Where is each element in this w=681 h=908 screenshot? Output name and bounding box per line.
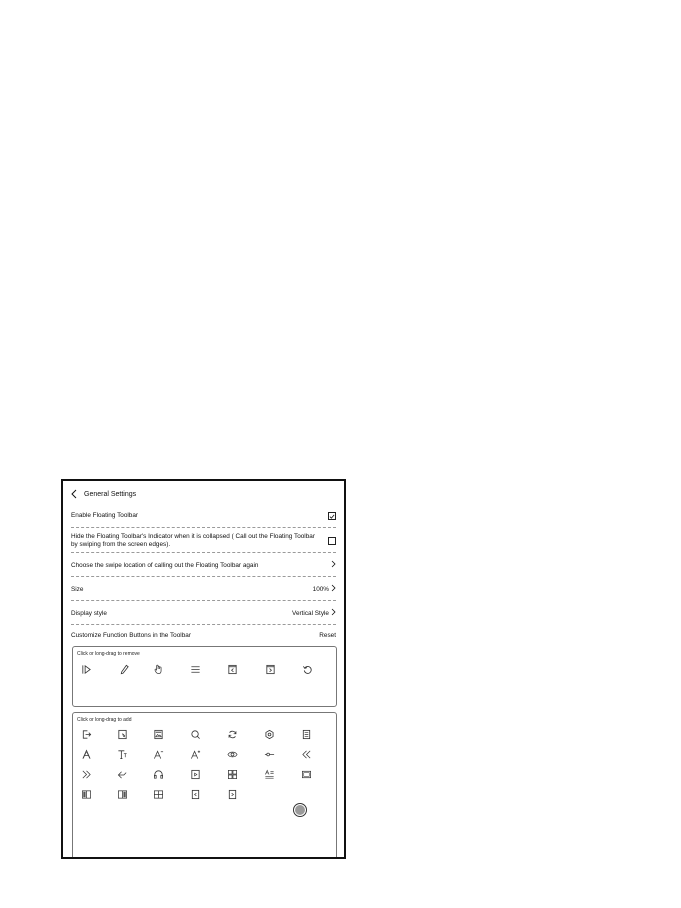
size-value: 100% <box>312 585 329 593</box>
menu-icon[interactable] <box>190 664 201 675</box>
grid-icon[interactable] <box>227 769 238 780</box>
size-row[interactable] <box>71 584 336 595</box>
add-panel-title: Click or long-drag to add <box>77 717 132 723</box>
next-page-box-icon[interactable] <box>227 789 238 800</box>
text-align-icon[interactable] <box>264 769 275 780</box>
double-chevron-left-icon[interactable] <box>301 749 312 760</box>
hide-indicator-row[interactable] <box>71 533 336 549</box>
pen-icon[interactable] <box>119 664 130 675</box>
add-panel <box>72 712 337 859</box>
slider-icon[interactable] <box>264 749 275 760</box>
page-down-icon[interactable] <box>265 664 276 675</box>
chevron-right-icon <box>331 608 336 619</box>
undo-icon[interactable] <box>302 664 313 675</box>
enable-floating-toolbar-row[interactable] <box>71 512 336 520</box>
collapse-toolbar-icon[interactable] <box>81 664 92 675</box>
play-box-icon[interactable] <box>190 769 201 780</box>
reset-button[interactable]: Reset <box>319 632 336 639</box>
enable-floating-toolbar-checkbox[interactable] <box>328 512 336 520</box>
display-style-label: Display style <box>71 609 107 617</box>
divider <box>71 576 336 577</box>
exit-icon[interactable] <box>81 729 92 740</box>
hide-indicator-checkbox[interactable] <box>328 537 336 545</box>
header-back[interactable] <box>71 488 136 500</box>
chevron-right-icon <box>331 584 336 595</box>
divider <box>71 552 336 553</box>
book-right-icon[interactable] <box>117 789 128 800</box>
hand-icon[interactable] <box>153 664 164 675</box>
double-chevron-right-icon[interactable] <box>81 769 92 780</box>
enable-floating-toolbar-label: Enable Floating Toolbar <box>71 512 139 519</box>
text-style-icon[interactable] <box>81 749 92 760</box>
divider <box>71 600 336 601</box>
document-edit-icon[interactable] <box>117 729 128 740</box>
eye-icon[interactable] <box>227 749 238 760</box>
font-size-icon[interactable] <box>117 749 128 760</box>
customize-label: Customize Function Buttons in the Toolbar <box>71 632 191 639</box>
font-decrease-icon[interactable] <box>153 749 164 760</box>
hide-indicator-label: Hide the Floating Toolbar's Indicator when it is collapsed ( Call out the Floating Toolbar by swiping from the screen edges). <box>71 533 315 548</box>
divider <box>71 527 336 528</box>
settings-icon[interactable] <box>264 729 275 740</box>
split-view-icon[interactable] <box>153 789 164 800</box>
display-style-row[interactable] <box>71 608 336 619</box>
remove-panel-title: Click or long-drag to remove <box>77 651 140 657</box>
remove-panel <box>72 646 337 707</box>
customize-row <box>71 632 336 640</box>
book-left-icon[interactable] <box>81 789 92 800</box>
image-icon[interactable] <box>153 729 164 740</box>
page-up-icon[interactable] <box>227 664 238 675</box>
font-increase-icon[interactable] <box>190 749 201 760</box>
size-label: Size <box>71 585 84 593</box>
search-icon[interactable] <box>190 729 201 740</box>
refresh-icon[interactable] <box>227 729 238 740</box>
display-style-value: Vertical Style <box>292 609 329 617</box>
header-title: General Settings <box>84 490 137 498</box>
swipe-location-row[interactable] <box>71 560 336 571</box>
device-screen <box>61 479 346 859</box>
floating-toolbar-button[interactable] <box>293 803 307 817</box>
swipe-location-label: Choose the swipe location of calling out the Floating Toolbar again <box>71 561 259 569</box>
fullscreen-icon[interactable] <box>301 769 312 780</box>
prev-page-box-icon[interactable] <box>190 789 201 800</box>
notes-icon[interactable] <box>301 729 312 740</box>
divider <box>71 624 336 625</box>
headphones-icon[interactable] <box>153 769 164 780</box>
chevron-right-icon <box>331 560 336 571</box>
back-icon[interactable] <box>117 769 128 780</box>
chevron-left-icon <box>71 488 80 500</box>
floating-toolbar-button-inner <box>295 805 305 815</box>
